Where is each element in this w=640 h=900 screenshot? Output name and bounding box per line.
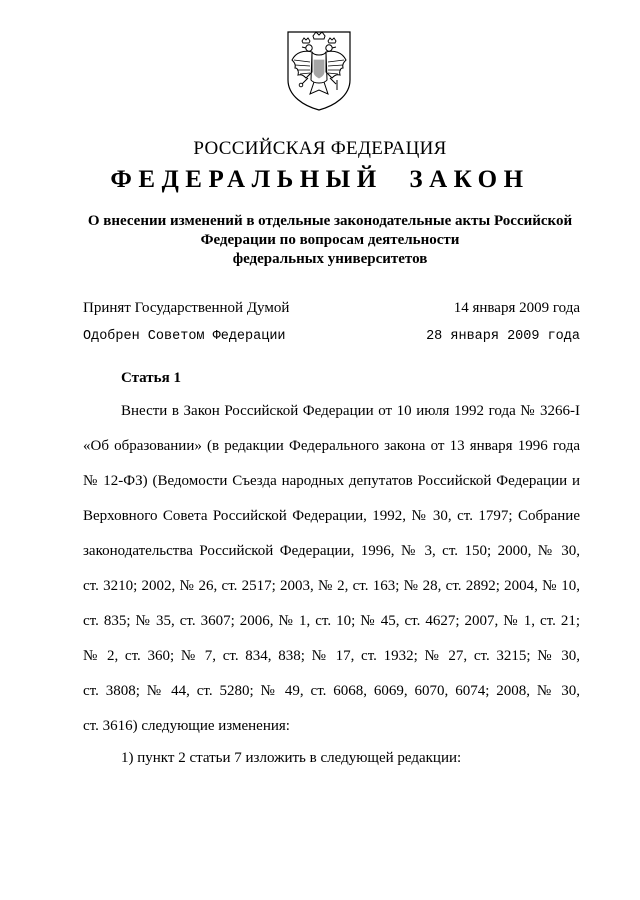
subject-line: федеральных университетов [232, 251, 428, 267]
document-type-title: ФЕДЕРАЛЬНЫЙ ЗАКОН [110, 166, 530, 193]
law-subject [60, 212, 600, 269]
adoption-duma-row [83, 298, 580, 318]
adopted-by-duma: Принят Государственной Думой [83, 300, 290, 316]
duma-date: 14 января 2009 года [453, 300, 580, 316]
paragraph-line: Внести в Закон Российской Федерации от 10 июля 1992 года № 3266-I [121, 403, 580, 419]
subject-line: Федерации по вопросам деятельности [200, 232, 460, 248]
council-date: 28 января 2009 года [426, 329, 580, 344]
paragraph-line: ст. 3808; № 44, ст. 5280; № 49, ст. 6068, 6069, 6070, 6074; 2008, № 30, [83, 683, 580, 699]
article-item-1: 1) пункт 2 статьи 7 изложить в следующей редакции: [121, 750, 462, 766]
paragraph-line: законодательства Российской Федерации, 1996, № 3, ст. 150; 2000, № 30, [83, 543, 580, 559]
country-title: РОССИЙСКАЯ ФЕДЕРАЦИЯ [193, 138, 447, 159]
article-heading: Статья 1 [121, 370, 181, 386]
subject-line: О внесении изменений в отдельные законодательные акты Российской [87, 213, 573, 229]
paragraph-line: «Об образовании» (в редакции Федерального закона от 13 января 1996 года [83, 438, 580, 454]
paragraph-line: ст. 835; № 35, ст. 3607; 2006, № 1, ст. 10; № 45, ст. 4627; 2007, № 1, ст. 21; [83, 613, 580, 629]
adoption-council-row [83, 327, 580, 347]
paragraph-line: ст. 3210; 2002, № 26, ст. 2517; 2003, № 2, ст. 163; № 28, ст. 2892; 2004, № 10, [83, 578, 580, 594]
paragraph-line: № 12-ФЗ) (Ведомости Съезда народных депутатов Российской Федерации и [83, 473, 580, 489]
coat-of-arms-icon [284, 28, 354, 112]
approved-by-council: Одобрен Советом Федерации [83, 329, 286, 344]
paragraph-line: № 2, ст. 360; № 7, ст. 834, 838; № 17, ст. 1932; № 27, ст. 3215; № 30, [83, 648, 580, 664]
paragraph-line: Верховного Совета Российской Федерации, 1992, № 30, ст. 1797; Собрание [83, 508, 580, 524]
paragraph-line: ст. 3616) следующие изменения: [83, 718, 290, 734]
